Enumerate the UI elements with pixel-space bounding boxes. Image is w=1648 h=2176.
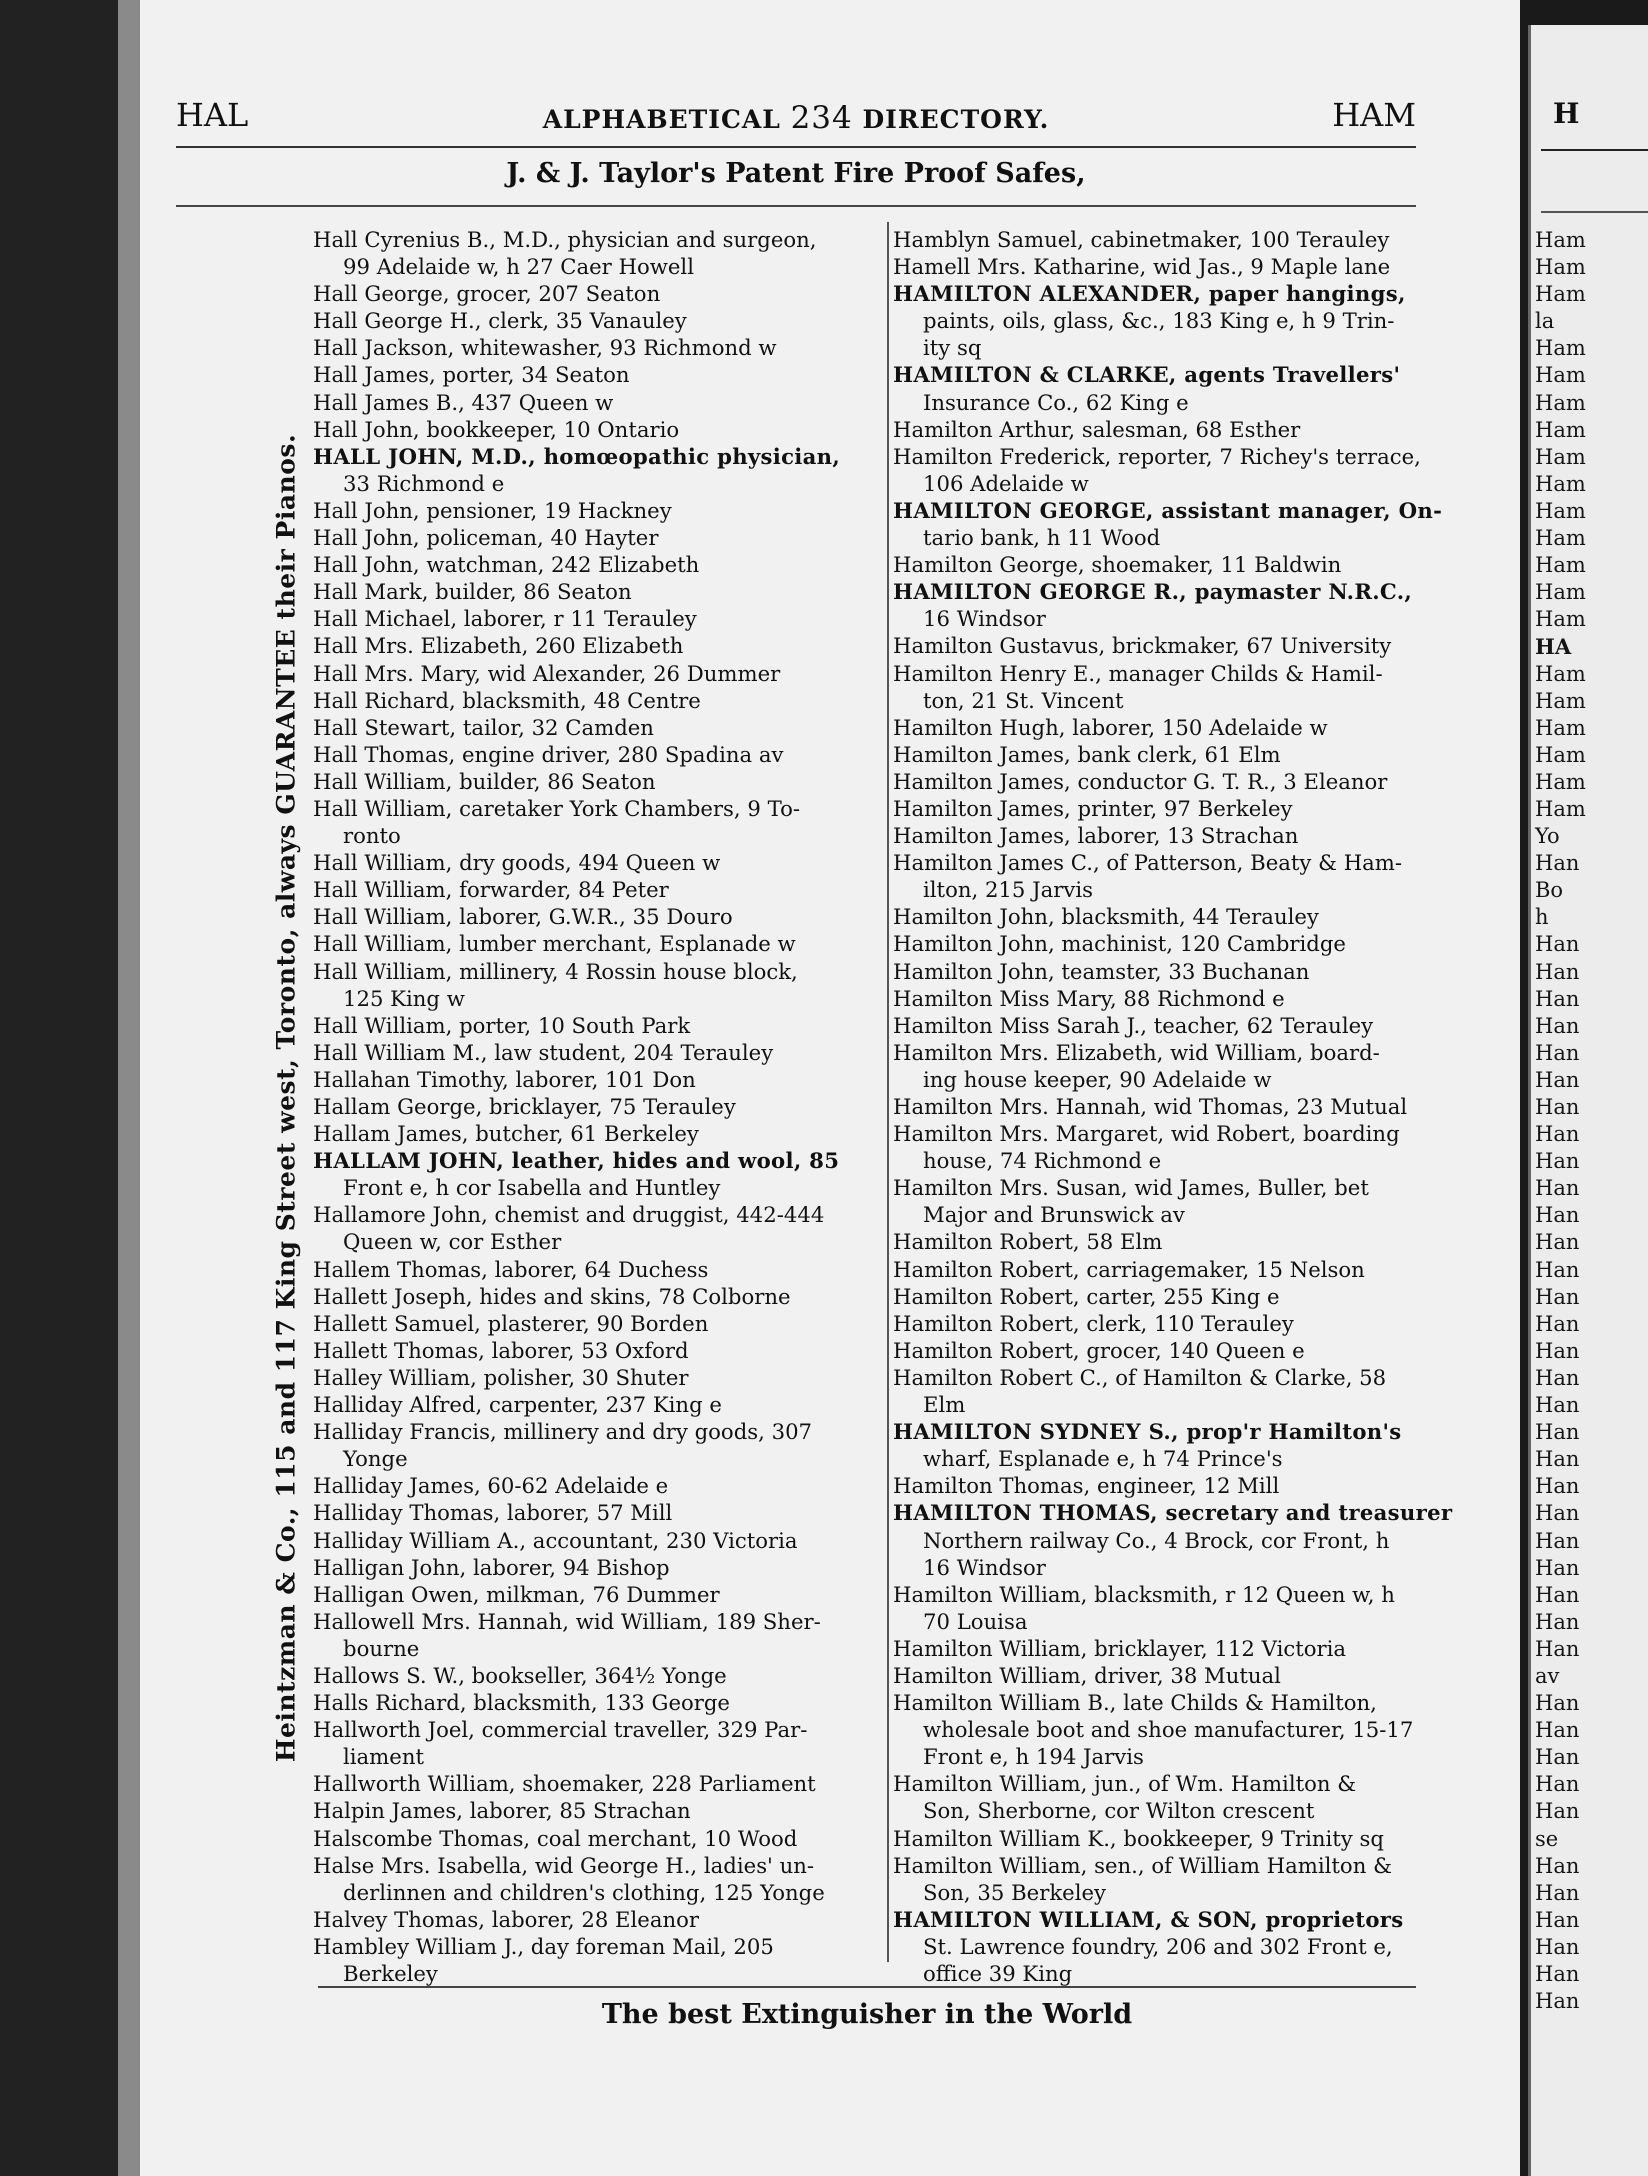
directory-entry: HAMILTON GEORGE R., paymaster N.R.C.,: [893, 579, 1413, 605]
directory-entry: Hamilton Miss Mary, 88 Richmond e: [893, 985, 1285, 1011]
header-rule: [176, 146, 1416, 148]
facing-page-entry: Han: [1535, 1149, 1580, 1174]
facing-page-entry: la: [1535, 309, 1555, 334]
facing-page-entry: Han: [1535, 986, 1580, 1011]
directory-entry: HALLAM JOHN, leather, hides and wool, 85: [313, 1148, 840, 1174]
facing-page-entry: Han: [1535, 1095, 1580, 1119]
facing-page-entry: Han: [1535, 1745, 1580, 1770]
directory-entry: Hamilton William, blacksmith, r 12 Queen w, h: [893, 1581, 1395, 1607]
directory-entry-continuation: Major and Brunswick av: [923, 1202, 1185, 1228]
directory-entry-continuation: office 39 King: [923, 1961, 1073, 1986]
page-number: 234: [790, 100, 853, 136]
directory-entry: Hamilton John, blacksmith, 44 Terauley: [893, 904, 1319, 930]
directory-entry-continuation: ity sq: [923, 335, 982, 361]
directory-entry: Hamilton James C., of Patterson, Beaty & Ham-: [893, 850, 1403, 876]
directory-entry: Hall John, bookkeeper, 10 Ontario: [313, 416, 680, 442]
directory-entry: Hamilton Robert, carriagemaker, 15 Nelson: [893, 1256, 1365, 1282]
facing-page-entry: Han: [1535, 1907, 1580, 1932]
facing-page-entries: [1535, 227, 1586, 2015]
directory-entry: Hall Mrs. Mary, wid Alexander, 26 Dummer: [313, 660, 781, 686]
header-word-directory: DIRECTORY.: [862, 105, 1050, 134]
facing-page-entry: Han: [1535, 1501, 1580, 1526]
facing-page-entry: Han: [1535, 1934, 1580, 1959]
directory-entry-continuation: derlinnen and children's clothing, 125 Yonge: [343, 1879, 825, 1905]
facing-page-entry: Han: [1535, 1555, 1580, 1580]
directory-entry: Hall Thomas, engine driver, 280 Spadina av: [313, 741, 784, 767]
directory-entry: Hallett Thomas, laborer, 53 Oxford: [313, 1337, 689, 1363]
directory-entry: Halligan Owen, milkman, 76 Dummer: [313, 1581, 720, 1607]
facing-page-entry: Han: [1535, 1284, 1580, 1309]
directory-entry: Hallett Samuel, plasterer, 90 Borden: [313, 1310, 709, 1336]
directory-entry: HAMILTON ALEXANDER, paper hangings,: [893, 281, 1406, 307]
facing-page-entry: av: [1535, 1663, 1560, 1688]
facing-page-entry: Han: [1535, 1799, 1580, 1824]
book-binding: [0, 0, 128, 2176]
directory-entry-continuation: ilton, 215 Jarvis: [923, 877, 1093, 903]
directory-entry: Hall George H., clerk, 35 Vanauley: [313, 308, 687, 334]
directory-entry-continuation: tario bank, h 11 Wood: [923, 525, 1161, 551]
directory-entry: Hamilton James, bank clerk, 61 Elm: [893, 741, 1281, 767]
directory-entry-continuation: Son, 35 Berkeley: [923, 1879, 1106, 1905]
directory-entry-continuation: 106 Adelaide w: [923, 470, 1089, 496]
facing-page-entry: Han: [1535, 1447, 1580, 1472]
directory-entry-continuation: Queen w, cor Esther: [343, 1229, 562, 1255]
directory-entry: HAMILTON & CLARKE, agents Travellers': [893, 362, 1401, 388]
facing-page-entry: Ham: [1535, 580, 1586, 605]
directory-entry-continuation: 16 Windsor: [923, 1554, 1046, 1580]
directory-entry-continuation: 70 Louisa: [923, 1608, 1028, 1634]
directory-entry: Hamell Mrs. Katharine, wid Jas., 9 Maple lane: [893, 254, 1391, 280]
facing-page-entry: h: [1535, 905, 1549, 930]
facing-page-rule-2: [1541, 211, 1648, 213]
facing-page-entry: Han: [1535, 1636, 1580, 1661]
directory-entry-continuation: wharf, Esplanade e, h 74 Prince's: [923, 1446, 1283, 1472]
right-column: [893, 226, 1453, 1987]
facing-page-entry: Ham: [1535, 526, 1586, 551]
directory-entry: Hamilton John, machinist, 120 Cambridge: [893, 931, 1346, 957]
top-advertisement: J. & J. Taylor's Patent Fire Proof Safes,: [506, 158, 1086, 189]
directory-entry: Hamilton Mrs. Margaret, wid Robert, boarding: [893, 1121, 1400, 1147]
facing-page-entry: Han: [1535, 1230, 1580, 1255]
directory-entry: Hallamore John, chemist and druggist, 442-444: [313, 1202, 825, 1228]
facing-page-entry: Ham: [1535, 282, 1586, 307]
directory-entry: Hall William, dry goods, 494 Queen w: [313, 850, 721, 876]
facing-page-entry: Han: [1535, 1338, 1580, 1363]
directory-entry: Hall William, caretaker York Chambers, 9 To-: [313, 795, 801, 821]
left-column: [313, 226, 873, 1987]
directory-entry: Hall James, porter, 34 Seaton: [313, 362, 630, 388]
directory-entry: Hamilton Gustavus, brickmaker, 67 University: [893, 633, 1392, 659]
directory-entry: Hall William, millinery, 4 Rossin house block,: [313, 958, 798, 984]
header-right-guide: HAM: [1332, 96, 1416, 134]
directory-entry: Halliday Alfred, carpenter, 237 King e: [313, 1392, 722, 1418]
directory-entry: Hamilton William, sen., of William Hamilton &: [893, 1852, 1392, 1878]
directory-entry: Hallem Thomas, laborer, 64 Duchess: [313, 1256, 709, 1282]
directory-entry: Hall George, grocer, 207 Seaton: [313, 281, 661, 307]
facing-page-entry: Han: [1535, 1311, 1580, 1336]
directory-entry: Hamilton George, shoemaker, 11 Baldwin: [893, 552, 1342, 578]
facing-page-entry: Han: [1535, 1528, 1580, 1553]
directory-entry: Halls Richard, blacksmith, 133 George: [313, 1690, 730, 1716]
directory-entry: Hamilton Thomas, engineer, 12 Mill: [893, 1473, 1280, 1499]
directory-entry: Hall William, builder, 86 Seaton: [313, 768, 656, 794]
directory-entry: Hamilton William, jun., of Wm. Hamilton &: [893, 1771, 1357, 1797]
directory-entry: Hall William, lumber merchant, Esplanade w: [313, 931, 796, 957]
directory-entry-continuation: St. Lawrence foundry, 206 and 302 Front e,: [923, 1933, 1393, 1959]
facing-page-entry: Han: [1535, 1772, 1580, 1797]
directory-entry-continuation: 33 Richmond e: [343, 470, 505, 496]
facing-page-entry: Han: [1535, 959, 1580, 984]
facing-page-entry: Han: [1535, 1691, 1580, 1716]
facing-page-entry: Ham: [1535, 715, 1586, 740]
directory-entry-continuation: paints, oils, glass, &c., 183 King e, h 9 Trin-: [923, 308, 1395, 334]
directory-entry-continuation: 125 King w: [343, 985, 465, 1011]
directory-entry: Hall William, laborer, G.W.R., 35 Douro: [313, 904, 733, 930]
directory-entry: Halligan John, laborer, 94 Bishop: [313, 1554, 670, 1580]
directory-entry-continuation: Insurance Co., 62 King e: [923, 389, 1189, 415]
directory-entry-continuation: Front e, h cor Isabella and Huntley: [343, 1175, 721, 1201]
facing-page-entry: Ham: [1535, 471, 1586, 496]
directory-entry: Hamilton William, driver, 38 Mutual: [893, 1662, 1281, 1688]
directory-entry-continuation: liament: [343, 1744, 424, 1770]
directory-entry-continuation: ing house keeper, 90 Adelaide w: [923, 1066, 1272, 1092]
facing-page-entry: HA: [1535, 634, 1572, 660]
directory-entry-continuation: bourne: [343, 1635, 420, 1661]
directory-entry: Hall John, policeman, 40 Hayter: [313, 525, 659, 551]
facing-page-entry: Han: [1535, 1989, 1580, 2014]
facing-page-header: H: [1553, 97, 1580, 130]
facing-page-entry: Han: [1535, 1013, 1580, 1038]
directory-entry: Hall James B., 437 Queen w: [313, 389, 614, 415]
directory-entry: Halliday Francis, millinery and dry goods, 307: [313, 1419, 813, 1445]
directory-entry: Hall Cyrenius B., M.D., physician and surgeon,: [313, 227, 817, 252]
directory-entry: Hall William, porter, 10 South Park: [313, 1012, 691, 1038]
directory-entry: Hamilton William, bricklayer, 112 Victoria: [893, 1635, 1347, 1661]
header-left-guide: HAL: [176, 96, 249, 134]
directory-entry: Hamilton Arthur, salesman, 68 Esther: [893, 416, 1301, 442]
directory-entry: Halliday Thomas, laborer, 57 Mill: [313, 1500, 673, 1526]
directory-entry: Hall William, forwarder, 84 Peter: [313, 877, 669, 903]
bottom-advertisement: The best Extinguisher in the World: [601, 1999, 1133, 2030]
directory-entry: Hall Richard, blacksmith, 48 Centre: [313, 687, 701, 713]
facing-page-entry: Ham: [1535, 390, 1586, 415]
facing-page-entry: se: [1535, 1826, 1559, 1851]
header-word-alphabetical: ALPHABETICAL: [542, 105, 781, 134]
facing-page-entry: Ham: [1535, 742, 1586, 767]
directory-entry: Hamilton William K., bookkeeper, 9 Trinity sq: [893, 1825, 1384, 1851]
directory-entry: Hallowell Mrs. Hannah, wid William, 189 Sher-: [313, 1608, 821, 1634]
directory-entry: Hamilton Robert, 58 Elm: [893, 1229, 1163, 1255]
facing-page-entry: Ham: [1535, 417, 1586, 442]
directory-entry: Hallam James, butcher, 61 Berkeley: [313, 1121, 699, 1147]
facing-page-entry: Han: [1535, 1420, 1580, 1445]
facing-page-entry: Ham: [1535, 796, 1586, 821]
directory-entry: Halse Mrs. Isabella, wid George H., ladies' un-: [313, 1852, 815, 1878]
directory-entry: Hamilton William B., late Childs & Hamilton,: [893, 1690, 1377, 1716]
directory-entry: Hall John, pensioner, 19 Hackney: [313, 497, 672, 523]
directory-entry: Hamblyn Samuel, cabinetmaker, 100 Terauley: [893, 227, 1390, 252]
directory-entry: Hamilton Robert C., of Hamilton & Clarke, 58: [893, 1364, 1387, 1390]
directory-entry-continuation: Berkeley: [343, 1961, 438, 1986]
page-edge: [118, 0, 140, 2176]
facing-page-entry: Ham: [1535, 607, 1586, 632]
directory-entry: Hamilton Henry E., manager Childs & Hamil-: [893, 660, 1383, 686]
directory-entry: Hallahan Timothy, laborer, 101 Don: [313, 1066, 696, 1092]
facing-page-entry: Bo: [1535, 878, 1564, 903]
facing-page-entry: Ham: [1535, 255, 1586, 280]
directory-entry: Hamilton James, conductor G. T. R., 3 Eleanor: [893, 768, 1388, 794]
directory-entry: Hall Stewart, tailor, 32 Camden: [313, 714, 654, 740]
directory-entry: Hamilton Hugh, laborer, 150 Adelaide w: [893, 714, 1328, 740]
directory-entry: Hamilton Frederick, reporter, 7 Richey's terrace,: [893, 443, 1421, 469]
facing-page-rule: [1541, 149, 1648, 151]
directory-entry: Hall Jackson, whitewasher, 93 Richmond w: [313, 335, 777, 361]
facing-page-entry: Han: [1535, 1880, 1580, 1905]
directory-entry: Hallam George, bricklayer, 75 Terauley: [313, 1094, 736, 1119]
directory-entry: Hall Mark, builder, 86 Seaton: [313, 579, 632, 605]
facing-page-entry: Han: [1535, 1176, 1580, 1201]
directory-entry: HAMILTON THOMAS, secretary and treasurer: [893, 1500, 1453, 1526]
facing-page-entry: Han: [1535, 1582, 1580, 1607]
directory-entry: Hamilton James, laborer, 13 Strachan: [893, 823, 1299, 849]
directory-entry: Hamilton Mrs. Hannah, wid Thomas, 23 Mutual: [893, 1094, 1408, 1119]
facing-page-entry: Han: [1535, 1257, 1580, 1282]
facing-page-entry: Yo: [1535, 824, 1560, 849]
facing-page-entry: Han: [1535, 1040, 1580, 1065]
facing-page-entry: Han: [1535, 1718, 1580, 1743]
directory-entry: Halliday James, 60-62 Adelaide e: [313, 1473, 669, 1499]
facing-page-entry: Ham: [1535, 769, 1586, 794]
directory-entry-continuation: ton, 21 St. Vincent: [923, 687, 1124, 713]
facing-page-entry: Ham: [1535, 444, 1586, 469]
directory-entry: Hallett Joseph, hides and skins, 78 Colborne: [313, 1283, 791, 1309]
facing-page-entry: Ham: [1535, 661, 1586, 686]
banner-rule: [176, 205, 1416, 207]
directory-entry: Halscombe Thomas, coal merchant, 10 Wood: [313, 1825, 798, 1851]
facing-page-entry: Ham: [1535, 228, 1586, 252]
facing-page-entry: Han: [1535, 932, 1580, 957]
facing-page-entry: Ham: [1535, 498, 1586, 523]
directory-entry-continuation: Elm: [923, 1392, 966, 1418]
facing-page-entry: Han: [1535, 1203, 1580, 1228]
directory-entry: Hamilton Mrs. Elizabeth, wid William, board-: [893, 1039, 1380, 1065]
directory-entry-continuation: Front e, h 194 Jarvis: [923, 1744, 1144, 1770]
directory-entry: Hamilton Mrs. Susan, wid James, Buller, bet: [893, 1175, 1369, 1201]
facing-page-entry: Han: [1535, 1853, 1580, 1878]
directory-entry-continuation: Northern railway Co., 4 Brock, cor Front, h: [923, 1527, 1390, 1553]
directory-entry: Hall John, watchman, 242 Elizabeth: [313, 552, 700, 578]
directory-entry: HAMILTON SYDNEY S., prop'r Hamilton's: [893, 1419, 1402, 1445]
directory-entry: Hallworth Joel, commercial traveller, 329 Par-: [313, 1717, 808, 1743]
directory-entry: Hamilton Miss Sarah J., teacher, 62 Terauley: [893, 1012, 1374, 1038]
directory-entry: Hallworth William, shoemaker, 228 Parliament: [313, 1771, 816, 1797]
directory-entry: Hamilton Robert, clerk, 110 Terauley: [893, 1310, 1294, 1336]
side-advertisement: Heintzman & Co., 115 and 117 King Street west, Toronto, always GUARANTEE their Pianos.: [271, 433, 301, 1763]
facing-page-entry: Han: [1535, 1393, 1580, 1418]
directory-entry-continuation: wholesale boot and shoe manufacturer, 15-17: [923, 1717, 1414, 1743]
directory-entry: HAMILTON WILLIAM, & SON, proprietors: [893, 1906, 1404, 1932]
directory-entry: HAMILTON GEORGE, assistant manager, On-: [893, 497, 1443, 523]
directory-entry: Halley William, polisher, 30 Shuter: [313, 1364, 689, 1390]
directory-entry: Hallows S. W., bookseller, 364½ Yonge: [313, 1662, 727, 1688]
facing-page-entry: Han: [1535, 1609, 1580, 1634]
directory-entry: Hamilton James, printer, 97 Berkeley: [893, 795, 1293, 821]
directory-entry: Halpin James, laborer, 85 Strachan: [313, 1798, 691, 1824]
directory-entry-continuation: Yonge: [343, 1446, 408, 1472]
directory-entry-continuation: 99 Adelaide w, h 27 Caer Howell: [343, 254, 694, 280]
directory-entry: Hamilton John, teamster, 33 Buchanan: [893, 958, 1310, 984]
facing-page: [1528, 25, 1648, 2176]
directory-entry-continuation: Son, Sherborne, cor Wilton crescent: [923, 1798, 1315, 1824]
facing-page-entry: Ham: [1535, 363, 1586, 388]
directory-entry: Hall Mrs. Elizabeth, 260 Elizabeth: [313, 633, 684, 659]
column-divider: [887, 222, 889, 1962]
footer-rule: [318, 1986, 1416, 1988]
facing-page-entry: Ham: [1535, 336, 1586, 361]
header-title: [176, 100, 1416, 136]
facing-page-entry: Han: [1535, 1962, 1580, 1986]
directory-entry-continuation: 16 Windsor: [923, 606, 1046, 632]
facing-page-entry: Han: [1535, 1474, 1580, 1499]
directory-entry-continuation: house, 74 Richmond e: [923, 1148, 1162, 1174]
facing-page-entry: Han: [1535, 1365, 1580, 1390]
directory-entry: Hambley William J., day foreman Mail, 205: [313, 1933, 774, 1959]
facing-page-entry: Han: [1535, 851, 1580, 876]
directory-entry: Hamilton Robert, carter, 255 King e: [893, 1283, 1280, 1309]
directory-entry-continuation: ronto: [343, 823, 401, 849]
facing-page-entry: Ham: [1535, 553, 1586, 578]
directory-entry: Hall Michael, laborer, r 11 Terauley: [313, 606, 697, 632]
directory-entry: HALL JOHN, M.D., homœopathic physician,: [313, 443, 841, 469]
facing-page-entry: Han: [1535, 1067, 1580, 1092]
facing-page-entry: Han: [1535, 1122, 1580, 1147]
directory-entry: Hamilton Robert, grocer, 140 Queen e: [893, 1337, 1305, 1363]
facing-page-entry: Ham: [1535, 688, 1586, 713]
directory-entry: Halliday William A., accountant, 230 Victoria: [313, 1527, 798, 1553]
directory-entry: Halvey Thomas, laborer, 28 Eleanor: [313, 1906, 699, 1932]
directory-entry: Hall William M., law student, 204 Terauley: [313, 1039, 774, 1065]
running-header: [176, 96, 1416, 136]
